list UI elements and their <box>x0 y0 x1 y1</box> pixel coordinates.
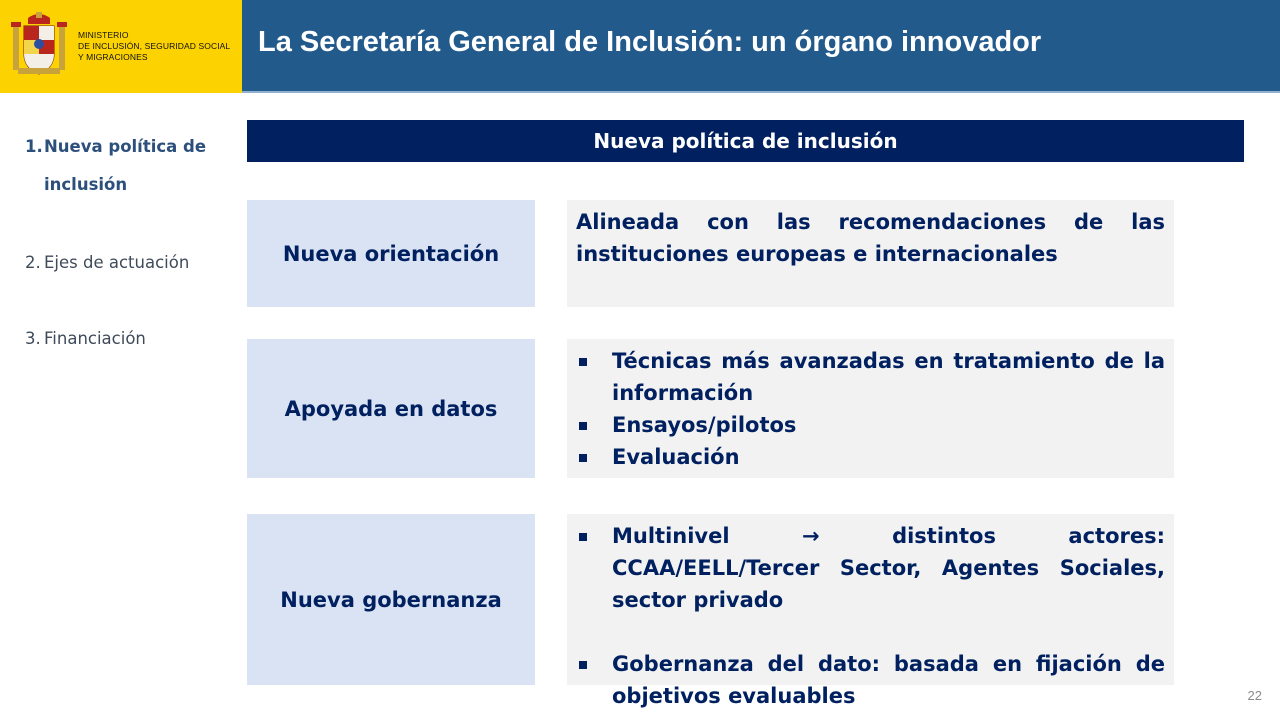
row-content-box <box>567 514 1174 708</box>
bullet-item <box>576 441 1165 473</box>
bullet-item <box>576 345 1165 409</box>
bullet-text: Evaluación <box>612 445 740 469</box>
row-label: Apoyada en datos <box>284 396 498 421</box>
bullet-square-icon <box>579 422 587 430</box>
bullet-text: Multinivel → distintos actores: CCAA/EELL/Tercer Sector, Agentes Sociales, sector privado <box>612 524 1165 612</box>
nav-item-number: 1. <box>25 137 43 156</box>
nav-item-label: Financiación <box>44 329 146 348</box>
bullet-square-icon <box>579 533 587 541</box>
row-label-box <box>247 200 535 307</box>
row-label-box <box>247 514 535 685</box>
row-label-box <box>247 339 535 478</box>
bullet-spacer <box>576 616 1165 648</box>
bullet-square-icon <box>579 454 587 462</box>
bullet-text: Técnicas más avanzadas en tratamiento de la información <box>612 349 1165 405</box>
coat-of-arms-icon <box>10 10 68 80</box>
row-content-box <box>567 339 1174 478</box>
nav-item-number: 3. <box>25 329 41 348</box>
bullet-item <box>576 409 1165 441</box>
row-content-box <box>567 200 1174 307</box>
title-bar <box>242 0 1280 93</box>
ministry-line: Y MIGRACIONES <box>78 52 148 62</box>
row-label: Nueva orientación <box>282 241 500 266</box>
bullet-square-icon <box>579 661 587 669</box>
bullet-list <box>576 345 1165 473</box>
slide-title: La Secretaría General de Inclusión: un órgano innovador <box>258 26 1042 58</box>
bullet-list <box>576 520 1165 712</box>
bullet-item <box>576 520 1165 616</box>
bullet-item <box>576 648 1165 712</box>
ministry-logo <box>0 0 242 93</box>
nav-item-label: Ejes de actuación <box>44 253 190 272</box>
page-number: 22 <box>1247 688 1262 703</box>
ministry-name <box>78 30 230 63</box>
nav-item-label: Nueva política de inclusión <box>44 137 207 194</box>
row-text: Alineada con las recomendaciones de las instituciones europeas e internacionales <box>576 210 1165 266</box>
bullet-square-icon <box>579 358 587 366</box>
bullet-text: Ensayos/pilotos <box>612 413 797 437</box>
section-banner: Nueva política de inclusión <box>247 120 1244 162</box>
ministry-line: MINISTERIO <box>78 30 129 40</box>
row-label: Nueva gobernanza <box>280 587 502 612</box>
bullet-text: Gobernanza del dato: basada en fijación de objetivos evaluables <box>612 652 1165 708</box>
nav-item-number: 2. <box>25 253 41 272</box>
ministry-line: DE INCLUSIÓN, SEGURIDAD SOCIAL <box>78 41 231 51</box>
